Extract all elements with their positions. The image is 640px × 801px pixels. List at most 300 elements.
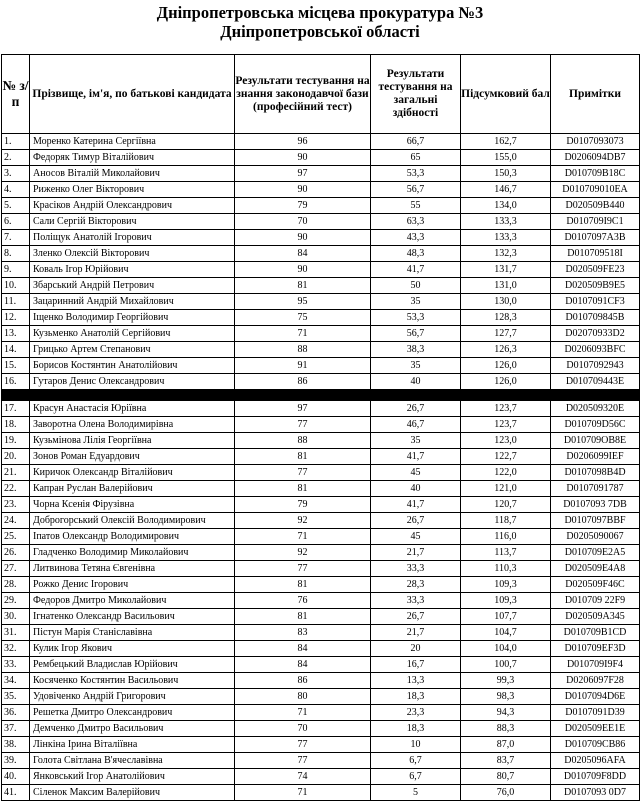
law-test-score: 92 — [235, 545, 371, 561]
row-number: 1. — [2, 134, 30, 150]
candidate-name: Рожко Денис Ігорович — [30, 577, 235, 593]
table-row — [2, 182, 640, 198]
law-test-score: 79 — [235, 497, 371, 513]
candidate-name: Сіленок Максим Валерійович — [30, 785, 235, 801]
law-test-score: 77 — [235, 753, 371, 769]
results-table — [1, 54, 640, 801]
candidate-name: Литвинова Тетяна Євгенівна — [30, 561, 235, 577]
candidate-name: Іпатов Олександр Володимирович — [30, 529, 235, 545]
law-test-score: 74 — [235, 769, 371, 785]
row-number: 7. — [2, 230, 30, 246]
total-score: 162,7 — [461, 134, 551, 150]
note-code: D010709518I — [551, 246, 640, 262]
candidate-name: Борисов Костянтин Анатолійович — [30, 358, 235, 374]
general-test-score: 56,7 — [371, 326, 461, 342]
law-test-score: 81 — [235, 481, 371, 497]
law-test-score: 81 — [235, 449, 371, 465]
candidate-name: Красіков Андрій Олександрович — [30, 198, 235, 214]
total-score: 113,7 — [461, 545, 551, 561]
total-score: 155,0 — [461, 150, 551, 166]
row-number: 34. — [2, 673, 30, 689]
general-test-score: 40 — [371, 374, 461, 390]
header-total: Підсумковий бал — [461, 55, 551, 134]
candidate-name: Федоров Дмитро Миколайович — [30, 593, 235, 609]
note-code: D010709CB86 — [551, 737, 640, 753]
separator-row — [2, 390, 640, 401]
candidate-name: Кузьменко Анатолій Сергійович — [30, 326, 235, 342]
row-number: 32. — [2, 641, 30, 657]
total-score: 146,7 — [461, 182, 551, 198]
candidate-name: Янковський Ігор Анатолійович — [30, 769, 235, 785]
row-number: 29. — [2, 593, 30, 609]
total-score: 126,3 — [461, 342, 551, 358]
candidate-name: Зленко Олексій Вікторович — [30, 246, 235, 262]
general-test-score: 56,7 — [371, 182, 461, 198]
table-row — [2, 689, 640, 705]
candidate-name: Голота Світлана В'ячеславівна — [30, 753, 235, 769]
total-score: 120,7 — [461, 497, 551, 513]
title-line-2: Дніпропетровської області — [220, 22, 420, 41]
note-code: D020509F46C — [551, 577, 640, 593]
law-test-score: 79 — [235, 198, 371, 214]
table-row — [2, 465, 640, 481]
general-test-score: 21,7 — [371, 625, 461, 641]
general-test-score: 38,3 — [371, 342, 461, 358]
candidate-name: Збарський Андрій Петрович — [30, 278, 235, 294]
table-row — [2, 358, 640, 374]
note-code: D0206093BFC — [551, 342, 640, 358]
law-test-score: 92 — [235, 513, 371, 529]
general-test-score: 35 — [371, 358, 461, 374]
general-test-score: 26,7 — [371, 401, 461, 417]
row-number: 19. — [2, 433, 30, 449]
note-code: D0205096AFA — [551, 753, 640, 769]
note-code: D010709845B — [551, 310, 640, 326]
total-score: 80,7 — [461, 769, 551, 785]
header-notes: Примітки — [551, 55, 640, 134]
note-code: D020509B9E5 — [551, 278, 640, 294]
total-score: 133,3 — [461, 214, 551, 230]
law-test-score: 75 — [235, 310, 371, 326]
note-code: D010709I9F4 — [551, 657, 640, 673]
general-test-score: 65 — [371, 150, 461, 166]
candidate-name: Заворотна Олена Володимирівна — [30, 417, 235, 433]
table-row — [2, 737, 640, 753]
note-code: D010709EF3D — [551, 641, 640, 657]
law-test-score: 84 — [235, 641, 371, 657]
general-test-score: 35 — [371, 294, 461, 310]
general-test-score: 18,3 — [371, 689, 461, 705]
note-code: D0206099IEF — [551, 449, 640, 465]
general-test-score: 53,3 — [371, 166, 461, 182]
candidate-name: Чорна Ксенія Фірузівна — [30, 497, 235, 513]
table-row — [2, 326, 640, 342]
row-number: 3. — [2, 166, 30, 182]
note-code: D010709F8DD — [551, 769, 640, 785]
note-code: D010709З073 — [551, 134, 640, 150]
note-code: D020509320E — [551, 401, 640, 417]
row-number: 5. — [2, 198, 30, 214]
note-code: D010709E2A5 — [551, 545, 640, 561]
total-score: 121,0 — [461, 481, 551, 497]
candidate-name: Риженко Олег Вікторович — [30, 182, 235, 198]
general-test-score: 6,7 — [371, 753, 461, 769]
law-test-score: 97 — [235, 166, 371, 182]
general-test-score: 41,7 — [371, 497, 461, 513]
row-number: 4. — [2, 182, 30, 198]
table-row — [2, 769, 640, 785]
note-code: D010709B18C — [551, 166, 640, 182]
note-code: D0206094DB7 — [551, 150, 640, 166]
table-row — [2, 577, 640, 593]
candidate-name: Грицько Артем Степанович — [30, 342, 235, 358]
total-score: 98,3 — [461, 689, 551, 705]
total-score: 99,3 — [461, 673, 551, 689]
total-score: 104,0 — [461, 641, 551, 657]
law-test-score: 83 — [235, 625, 371, 641]
law-test-score: 90 — [235, 182, 371, 198]
row-number: 21. — [2, 465, 30, 481]
candidate-name: Удовіченко Андрій Григорович — [30, 689, 235, 705]
table-row — [2, 246, 640, 262]
row-number: 13. — [2, 326, 30, 342]
general-test-score: 10 — [371, 737, 461, 753]
candidate-name: Доброгорський Олексій Володимирович — [30, 513, 235, 529]
law-test-score: 91 — [235, 358, 371, 374]
row-number: 37. — [2, 721, 30, 737]
row-number: 11. — [2, 294, 30, 310]
row-number: 27. — [2, 561, 30, 577]
note-code: D010709I9C1 — [551, 214, 640, 230]
header-test-law: Результати тестування на знання законодавчої бази (професійний тест) — [235, 55, 371, 134]
general-test-score: 50 — [371, 278, 461, 294]
row-number: 31. — [2, 625, 30, 641]
table-row — [2, 417, 640, 433]
law-test-score: 81 — [235, 577, 371, 593]
total-score: 134,0 — [461, 198, 551, 214]
table-row — [2, 449, 640, 465]
header-num: № з/п — [2, 55, 30, 134]
table-row — [2, 310, 640, 326]
note-code: D02070933D2 — [551, 326, 640, 342]
note-code: D020509E4A8 — [551, 561, 640, 577]
law-test-score: 71 — [235, 705, 371, 721]
law-test-score: 81 — [235, 278, 371, 294]
candidate-name: Демченко Дмитро Васильович — [30, 721, 235, 737]
candidate-name: Аносов Віталій Миколайович — [30, 166, 235, 182]
row-number: 22. — [2, 481, 30, 497]
law-test-score: 70 — [235, 721, 371, 737]
candidate-name: Косяченко Костянтин Васильович — [30, 673, 235, 689]
general-test-score: 26,7 — [371, 513, 461, 529]
table-row — [2, 481, 640, 497]
table-row — [2, 433, 640, 449]
note-code: D020509A345 — [551, 609, 640, 625]
note-code: D0107098B4D — [551, 465, 640, 481]
separator-cell — [2, 390, 640, 401]
general-test-score: 35 — [371, 433, 461, 449]
total-score: 83,7 — [461, 753, 551, 769]
candidate-name: Рембецький Владислав Юрійович — [30, 657, 235, 673]
table-row — [2, 721, 640, 737]
law-test-score: 71 — [235, 326, 371, 342]
candidate-name: Красун Анастасія Юріївна — [30, 401, 235, 417]
law-test-score: 77 — [235, 561, 371, 577]
note-code: D0206097F28 — [551, 673, 640, 689]
row-number: 10. — [2, 278, 30, 294]
candidate-name: Сали Сергій Вікторович — [30, 214, 235, 230]
total-score: 87,0 — [461, 737, 551, 753]
row-number: 25. — [2, 529, 30, 545]
row-number: 16. — [2, 374, 30, 390]
candidate-name: Федоряк Тимур Віталійович — [30, 150, 235, 166]
page-title — [0, 0, 640, 54]
note-code: D020509FE23 — [551, 262, 640, 278]
note-code: D020509B440 — [551, 198, 640, 214]
row-number: 17. — [2, 401, 30, 417]
row-number: 38. — [2, 737, 30, 753]
law-test-score: 81 — [235, 609, 371, 625]
general-test-score: 13,3 — [371, 673, 461, 689]
general-test-score: 28,3 — [371, 577, 461, 593]
note-code: D0107097A3B — [551, 230, 640, 246]
note-code: D010709443E — [551, 374, 640, 390]
candidate-name: Поліщук Анатолій Ігорович — [30, 230, 235, 246]
candidate-name: Ігнатенко Олександр Васильович — [30, 609, 235, 625]
total-score: 109,3 — [461, 593, 551, 609]
law-test-score: 88 — [235, 433, 371, 449]
table-row — [2, 198, 640, 214]
row-number: 18. — [2, 417, 30, 433]
row-number: 24. — [2, 513, 30, 529]
table-row — [2, 641, 640, 657]
row-number: 15. — [2, 358, 30, 374]
table-row — [2, 134, 640, 150]
table-row — [2, 657, 640, 673]
total-score: 123,7 — [461, 417, 551, 433]
note-code: D0107097BBF — [551, 513, 640, 529]
table-row — [2, 230, 640, 246]
note-code: D0107094D6E — [551, 689, 640, 705]
table-row — [2, 673, 640, 689]
general-test-score: 18,3 — [371, 721, 461, 737]
candidate-name: Киричок Олександр Віталійович — [30, 465, 235, 481]
candidate-name: Пістун Марія Станіславівна — [30, 625, 235, 641]
note-code: D0107091D39 — [551, 705, 640, 721]
general-test-score: 5 — [371, 785, 461, 801]
total-score: 131,0 — [461, 278, 551, 294]
candidate-name: Гутаров Денис Олександрович — [30, 374, 235, 390]
row-number: 36. — [2, 705, 30, 721]
total-score: 123,0 — [461, 433, 551, 449]
total-score: 116,0 — [461, 529, 551, 545]
law-test-score: 97 — [235, 401, 371, 417]
table-row — [2, 529, 640, 545]
table-row — [2, 785, 640, 801]
general-test-score: 21,7 — [371, 545, 461, 561]
general-test-score: 33,3 — [371, 561, 461, 577]
law-test-score: 84 — [235, 246, 371, 262]
general-test-score: 53,3 — [371, 310, 461, 326]
row-number: 20. — [2, 449, 30, 465]
candidate-name: Моренко Катерина Сергіївна — [30, 134, 235, 150]
table-row — [2, 150, 640, 166]
law-test-score: 80 — [235, 689, 371, 705]
law-test-score: 70 — [235, 214, 371, 230]
general-test-score: 55 — [371, 198, 461, 214]
law-test-score: 86 — [235, 374, 371, 390]
table-row — [2, 262, 640, 278]
candidate-name: Коваль Ігор Юрійович — [30, 262, 235, 278]
law-test-score: 77 — [235, 417, 371, 433]
row-number: 6. — [2, 214, 30, 230]
law-test-score: 90 — [235, 150, 371, 166]
note-code: D0107091787 — [551, 481, 640, 497]
table-row — [2, 214, 640, 230]
law-test-score: 77 — [235, 465, 371, 481]
table-row — [2, 278, 640, 294]
table-row — [2, 593, 640, 609]
general-test-score: 16,7 — [371, 657, 461, 673]
row-number: 41. — [2, 785, 30, 801]
general-test-score: 23,3 — [371, 705, 461, 721]
table-row — [2, 625, 640, 641]
law-test-score: 71 — [235, 529, 371, 545]
row-number: 9. — [2, 262, 30, 278]
table-row — [2, 561, 640, 577]
general-test-score: 33,3 — [371, 593, 461, 609]
general-test-score: 20 — [371, 641, 461, 657]
table-row — [2, 753, 640, 769]
law-test-score: 76 — [235, 593, 371, 609]
general-test-score: 41,7 — [371, 262, 461, 278]
total-score: 122,0 — [461, 465, 551, 481]
general-test-score: 26,7 — [371, 609, 461, 625]
note-code: D010709 22F9 — [551, 593, 640, 609]
note-code: D010709D56C — [551, 417, 640, 433]
total-score: 76,0 — [461, 785, 551, 801]
general-test-score: 45 — [371, 465, 461, 481]
header-row — [2, 55, 640, 134]
header-name: Прізвище, ім'я, по батькові кандидата — [30, 55, 235, 134]
candidate-name: Зацаринний Андрій Михайлович — [30, 294, 235, 310]
law-test-score: 86 — [235, 673, 371, 689]
note-code: D0107092943 — [551, 358, 640, 374]
table-row — [2, 294, 640, 310]
table-row — [2, 609, 640, 625]
total-score: 126,0 — [461, 358, 551, 374]
general-test-score: 40 — [371, 481, 461, 497]
general-test-score: 46,7 — [371, 417, 461, 433]
total-score: 122,7 — [461, 449, 551, 465]
general-test-score: 43,3 — [371, 230, 461, 246]
note-code: D020509EE1E — [551, 721, 640, 737]
total-score: 128,3 — [461, 310, 551, 326]
row-number: 8. — [2, 246, 30, 262]
row-number: 23. — [2, 497, 30, 513]
table-separator — [2, 390, 640, 401]
title-line-1: Дніпропетровська місцева прокуратура №3 — [156, 3, 484, 22]
row-number: 14. — [2, 342, 30, 358]
total-score: 127,7 — [461, 326, 551, 342]
general-test-score: 66,7 — [371, 134, 461, 150]
total-score: 94,3 — [461, 705, 551, 721]
general-test-score: 6,7 — [371, 769, 461, 785]
law-test-score: 88 — [235, 342, 371, 358]
total-score: 109,3 — [461, 577, 551, 593]
total-score: 132,3 — [461, 246, 551, 262]
row-number: 39. — [2, 753, 30, 769]
general-test-score: 45 — [371, 529, 461, 545]
table-row — [2, 545, 640, 561]
general-test-score: 48,3 — [371, 246, 461, 262]
row-number: 26. — [2, 545, 30, 561]
table-body-top — [2, 134, 640, 390]
header-test-general: Результати тестування на загальні здібності — [371, 55, 461, 134]
total-score: 118,7 — [461, 513, 551, 529]
table-row — [2, 374, 640, 390]
table-row — [2, 497, 640, 513]
table-row — [2, 705, 640, 721]
total-score: 104,7 — [461, 625, 551, 641]
candidate-name: Капран Руслан Валерійович — [30, 481, 235, 497]
row-number: 40. — [2, 769, 30, 785]
note-code: D0107091CF3 — [551, 294, 640, 310]
total-score: 126,0 — [461, 374, 551, 390]
total-score: 130,0 — [461, 294, 551, 310]
note-code: D0107093 7DB — [551, 497, 640, 513]
candidate-name: Кузьмінова Лілія Георгіївна — [30, 433, 235, 449]
law-test-score: 95 — [235, 294, 371, 310]
table-row — [2, 166, 640, 182]
row-number: 28. — [2, 577, 30, 593]
note-code: D010709010EA — [551, 182, 640, 198]
row-number: 30. — [2, 609, 30, 625]
total-score: 100,7 — [461, 657, 551, 673]
total-score: 131,7 — [461, 262, 551, 278]
law-test-score: 90 — [235, 262, 371, 278]
total-score: 107,7 — [461, 609, 551, 625]
law-test-score: 71 — [235, 785, 371, 801]
candidate-name: Лінкіна Ірина Віталіївна — [30, 737, 235, 753]
row-number: 12. — [2, 310, 30, 326]
note-code: D010709OB8E — [551, 433, 640, 449]
table-row — [2, 401, 640, 417]
law-test-score: 96 — [235, 134, 371, 150]
row-number: 35. — [2, 689, 30, 705]
law-test-score: 77 — [235, 737, 371, 753]
total-score: 133,3 — [461, 230, 551, 246]
note-code: D0107093 0D7 — [551, 785, 640, 801]
note-code: D0205090067 — [551, 529, 640, 545]
table-row — [2, 513, 640, 529]
candidate-name: Кулик Ігор Якович — [30, 641, 235, 657]
candidate-name: Зонов Роман Едуардович — [30, 449, 235, 465]
total-score: 88,3 — [461, 721, 551, 737]
row-number: 33. — [2, 657, 30, 673]
law-test-score: 90 — [235, 230, 371, 246]
note-code: D010709B1CD — [551, 625, 640, 641]
general-test-score: 41,7 — [371, 449, 461, 465]
candidate-name: Решетка Дмитро Олександрович — [30, 705, 235, 721]
table-row — [2, 342, 640, 358]
total-score: 150,3 — [461, 166, 551, 182]
row-number: 2. — [2, 150, 30, 166]
candidate-name: Гладченко Володимир Миколайович — [30, 545, 235, 561]
general-test-score: 63,3 — [371, 214, 461, 230]
total-score: 110,3 — [461, 561, 551, 577]
table-body-bottom — [2, 401, 640, 801]
